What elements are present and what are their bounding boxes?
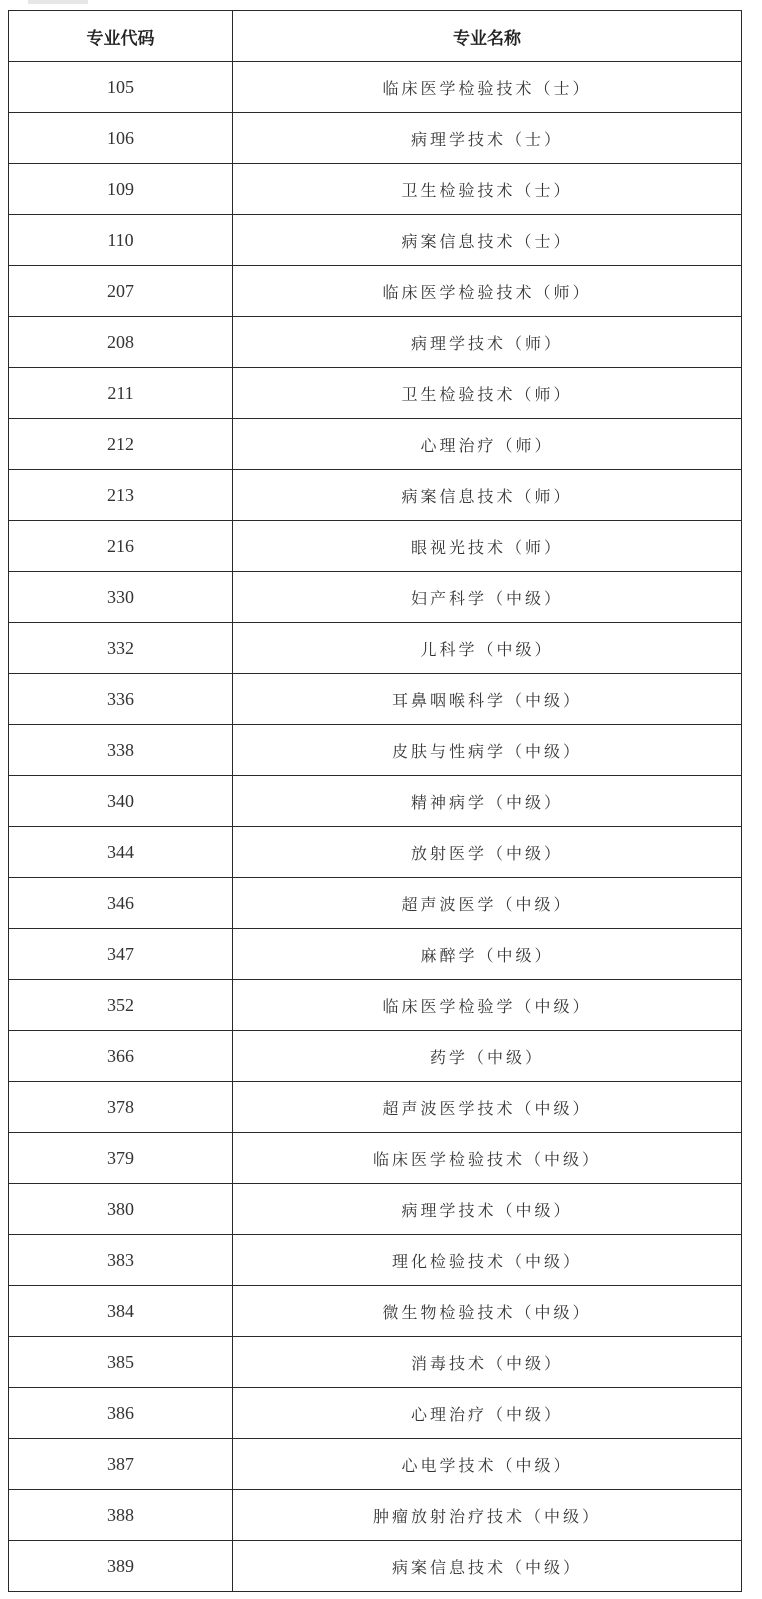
specialty-name-cell: 超声波医学（中级） [233, 878, 742, 929]
table-row [9, 827, 742, 878]
specialty-code-cell: 378 [9, 1082, 233, 1133]
specialty-code-cell: 330 [9, 572, 233, 623]
specialty-name-cell: 病案信息技术（士） [233, 215, 742, 266]
table-row [9, 266, 742, 317]
header-specialty-code: 专业代码 [9, 11, 233, 62]
specialty-code-cell: 346 [9, 878, 233, 929]
specialty-name-cell: 儿科学（中级） [233, 623, 742, 674]
specialty-name-cell: 消毒技术（中级） [233, 1337, 742, 1388]
table-row [9, 215, 742, 266]
table-row [9, 1439, 742, 1490]
specialty-name-cell: 眼视光技术（师） [233, 521, 742, 572]
table-row [9, 164, 742, 215]
specialty-name-cell: 病理学技术（士） [233, 113, 742, 164]
specialty-code-cell: 388 [9, 1490, 233, 1541]
specialty-code-cell: 344 [9, 827, 233, 878]
table-row [9, 572, 742, 623]
table-row [9, 368, 742, 419]
specialty-code-cell: 352 [9, 980, 233, 1031]
specialty-name-cell: 临床医学检验技术（士） [233, 62, 742, 113]
specialty-code-cell: 385 [9, 1337, 233, 1388]
specialty-code-cell: 216 [9, 521, 233, 572]
table-row [9, 1388, 742, 1439]
specialty-code-cell: 106 [9, 113, 233, 164]
specialty-table [8, 10, 742, 1592]
table-row [9, 317, 742, 368]
table-row [9, 62, 742, 113]
specialty-code-cell: 386 [9, 1388, 233, 1439]
table-row [9, 1490, 742, 1541]
specialty-name-cell: 理化检验技术（中级） [233, 1235, 742, 1286]
specialty-code-cell: 380 [9, 1184, 233, 1235]
table-row [9, 725, 742, 776]
specialty-name-cell: 心电学技术（中级） [233, 1439, 742, 1490]
specialty-name-cell: 药学（中级） [233, 1031, 742, 1082]
table-row [9, 1031, 742, 1082]
specialty-name-cell: 耳鼻咽喉科学（中级） [233, 674, 742, 725]
specialty-code-cell: 384 [9, 1286, 233, 1337]
specialty-name-cell: 心理治疗（中级） [233, 1388, 742, 1439]
specialty-name-cell: 妇产科学（中级） [233, 572, 742, 623]
table-row [9, 419, 742, 470]
specialty-name-cell: 皮肤与性病学（中级） [233, 725, 742, 776]
specialty-table-container [8, 10, 741, 1592]
specialty-name-cell: 心理治疗（师） [233, 419, 742, 470]
specialty-code-cell: 207 [9, 266, 233, 317]
specialty-name-cell: 放射医学（中级） [233, 827, 742, 878]
table-row [9, 1133, 742, 1184]
specialty-code-cell: 340 [9, 776, 233, 827]
table-row [9, 470, 742, 521]
specialty-name-cell: 微生物检验技术（中级） [233, 1286, 742, 1337]
specialty-code-cell: 212 [9, 419, 233, 470]
specialty-name-cell: 肿瘤放射治疗技术（中级） [233, 1490, 742, 1541]
table-row [9, 1235, 742, 1286]
specialty-code-cell: 105 [9, 62, 233, 113]
table-row [9, 113, 742, 164]
specialty-name-cell: 卫生检验技术（士） [233, 164, 742, 215]
specialty-name-cell: 卫生检验技术（师） [233, 368, 742, 419]
specialty-name-cell: 临床医学检验技术（中级） [233, 1133, 742, 1184]
table-row [9, 929, 742, 980]
table-row [9, 1184, 742, 1235]
specialty-name-cell: 病案信息技术（师） [233, 470, 742, 521]
top-divider [28, 0, 88, 4]
table-row [9, 521, 742, 572]
specialty-name-cell: 临床医学检验技术（师） [233, 266, 742, 317]
table-row [9, 878, 742, 929]
table-row [9, 1082, 742, 1133]
specialty-name-cell: 病案信息技术（中级） [233, 1541, 742, 1592]
specialty-code-cell: 332 [9, 623, 233, 674]
specialty-code-cell: 366 [9, 1031, 233, 1082]
specialty-name-cell: 病理学技术（中级） [233, 1184, 742, 1235]
specialty-code-cell: 208 [9, 317, 233, 368]
table-body [9, 62, 742, 1592]
specialty-code-cell: 211 [9, 368, 233, 419]
specialty-name-cell: 超声波医学技术（中级） [233, 1082, 742, 1133]
specialty-code-cell: 387 [9, 1439, 233, 1490]
specialty-code-cell: 347 [9, 929, 233, 980]
specialty-code-cell: 389 [9, 1541, 233, 1592]
specialty-code-cell: 338 [9, 725, 233, 776]
specialty-code-cell: 383 [9, 1235, 233, 1286]
specialty-code-cell: 109 [9, 164, 233, 215]
specialty-code-cell: 379 [9, 1133, 233, 1184]
table-header-row [9, 11, 742, 62]
table-row [9, 623, 742, 674]
specialty-code-cell: 213 [9, 470, 233, 521]
table-row [9, 674, 742, 725]
specialty-name-cell: 麻醉学（中级） [233, 929, 742, 980]
specialty-code-cell: 336 [9, 674, 233, 725]
table-row [9, 980, 742, 1031]
table-row [9, 1541, 742, 1592]
specialty-name-cell: 精神病学（中级） [233, 776, 742, 827]
table-row [9, 1286, 742, 1337]
specialty-name-cell: 病理学技术（师） [233, 317, 742, 368]
header-specialty-name: 专业名称 [233, 11, 742, 62]
specialty-name-cell: 临床医学检验学（中级） [233, 980, 742, 1031]
table-row [9, 776, 742, 827]
table-row [9, 1337, 742, 1388]
specialty-code-cell: 110 [9, 215, 233, 266]
